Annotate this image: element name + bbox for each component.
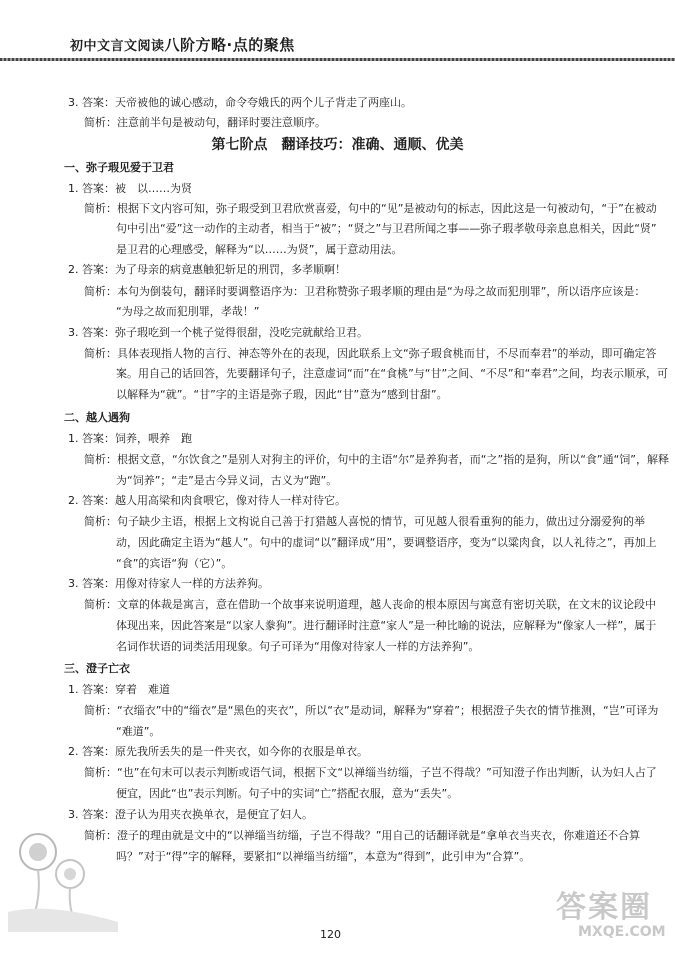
section-heading-2: 二、越人遇狗 (64, 411, 130, 424)
analysis-line: 句中引出“爱”这一动作的主动者，相当于“被”；“贤之”与卫君所闻之事——弥子瑕孝敬母亲息息相关，因此“贤” (116, 222, 657, 235)
watermark-logo: 答案圈 (556, 890, 652, 925)
analysis-line: 为“饲养”；“走”是古今异义词，古义为“跑”。 (116, 474, 338, 487)
book-title-prefix: 初中文言文阅读 (70, 39, 165, 54)
analysis-line: 简析：“衣缁衣”中的“缁衣”是“黑色的夹衣”，所以“衣”是动词，解释为“穿着”；根据澄子失衣的情节推测，“岂”可译为 (84, 704, 659, 717)
analysis-line: “食”的宾语“狗（它）”。 (116, 557, 233, 570)
answer-line: 1. 答案：穿着 难道 (68, 683, 170, 696)
analysis-line: 是卫君的心理感受，解释为“以……为贤”，属于意动用法。 (116, 243, 403, 256)
analysis-line: 吗？”对于“得”字的解释，要紧扣“以禅缁当纺缁”，本意为“得到”，此引申为“合算”。 (116, 850, 531, 863)
analysis-line: 以解释为“就”。“甘”字的主语是弥子瑕，因此“甘”意为“感到甘甜”。 (116, 388, 448, 401)
book-title-main: 八阶方略·点的聚焦 (164, 36, 295, 54)
header-rule (0, 58, 675, 61)
analysis-line: 简析：注意前半句是被动句，翻译时要注意顺序。 (84, 116, 326, 129)
analysis-line: 简析：本句为倒装句，翻译时要调整语序为：卫君称赞弥子瑕孝顺的理由是“为母之故而犯刖罪”，所以语序应该是： (84, 285, 646, 298)
analysis-line: 动，因此确定主语为“越人”。句中的虚词“以”翻译成“用”，要调整语序，变为“以粱肉食，以人礼待之”，再加上 (116, 536, 657, 549)
page-header (0, 30, 675, 64)
analysis-line: 简析：句子缺少主语，根据上文构说自己善于打猎越人喜悦的情节，可见越人很看重狗的能力，做出过分溺爱狗的举 (84, 515, 645, 528)
analysis-line: 简析：具体表现指人物的言行、神态等外在的表现，因此联系上文“弥子瑕食桃而甘，不尽而奉君”的举动，即可确定答 (84, 347, 657, 360)
analysis-line: 名词作状语的词类活用现象。句子可译为“用像对待家人一样的方法养狗”。 (116, 640, 480, 653)
answer-line: 3. 答案：澄子认为用夹衣换单衣，是便宜了妇人。 (68, 808, 313, 821)
answer-line: 1. 答案：被 以……为贤 (68, 182, 192, 195)
answer-line: 3. 答案：天帝被他的诚心感动，命令夸娥氏的两个儿子背走了两座山。 (68, 96, 412, 109)
sunflower-illustration (8, 812, 128, 932)
answer-line: 2. 答案：越人用高梁和肉食喂它，像对待人一样对待它。 (68, 494, 346, 507)
analysis-line: 便宜，因此“也”表示判断。句子中的实词“亡”搭配衣服，意为“丢失”。 (116, 787, 459, 800)
analysis-line: 简析：根据下文内容可知，弥子瑕受到卫君欣赏喜爱，句中的“见”是被动句的标志，因此这是一句被动句，“于”在被动 (84, 202, 657, 215)
answer-line: 2. 答案：为了母亲的病竟惠触犯斩足的刑罚，多孝顺啊！ (68, 263, 346, 276)
answer-line: 3. 答案：用像对待家人一样的方法养狗。 (68, 577, 269, 590)
analysis-line: 简析：“也”在句末可以表示判断或语气词，根据下文“以禅缁当纺缁，子岂不得哉？”可知澄子作出判断，认为妇人占了 (84, 766, 657, 779)
book-title (70, 34, 295, 55)
analysis-line: “难道”。 (116, 725, 161, 738)
watermark-url: MXQE.COM (578, 924, 666, 940)
analysis-line: 简析：根据文意，“尔饮食之”是别人对狗主的评价，句中的主语“尔”是养狗者，而“之”指的是狗，所以“食”通“饲”，解释 (84, 453, 669, 466)
answer-line: 1. 答案：饲养，喂养 跑 (68, 432, 192, 445)
analysis-line: 案。用自己的话回答，先要翻译句子，注意虚词“而”在“食桃”与“甘”之间、“不尽”和“奉君”之间，均表示顺承，可 (116, 367, 668, 380)
section-heading-1: 一、弥子瑕见爱于卫君 (64, 161, 174, 174)
analysis-line: 简析：澄子的理由就是文中的“以禅缁当纺缁，子岂不得哉？”用自己的话翻译就是“拿单衣当夹衣，你难道还不合算 (84, 829, 641, 842)
page-number: 120 (320, 928, 341, 941)
section-heading-3: 三、澄子亡衣 (64, 662, 130, 675)
stage-title: 第七阶点 翻译技巧：准确、通顺、优美 (211, 137, 464, 153)
analysis-line: 简析：文章的体裁是寓言，意在借助一个故事来说明道理，越人丧命的根本原因与寓意有密切关联，在文末的议论段中 (84, 598, 656, 611)
analysis-line: “为母之故而犯刖罪，孝哉！” (116, 305, 260, 318)
analysis-line: 体现出来，因此答案是“以家人豢狗”。进行翻译时注意“家人”是一种比喻的说法，应解释为“像家人一样”，属于 (116, 619, 657, 632)
answer-line: 2. 答案：原先我所丢失的是一件夹衣，如今你的衣服是单衣。 (68, 745, 368, 758)
answer-line: 3. 答案：弥子瑕吃到一个桃子觉得很甜，没吃完就献给卫君。 (68, 326, 368, 339)
